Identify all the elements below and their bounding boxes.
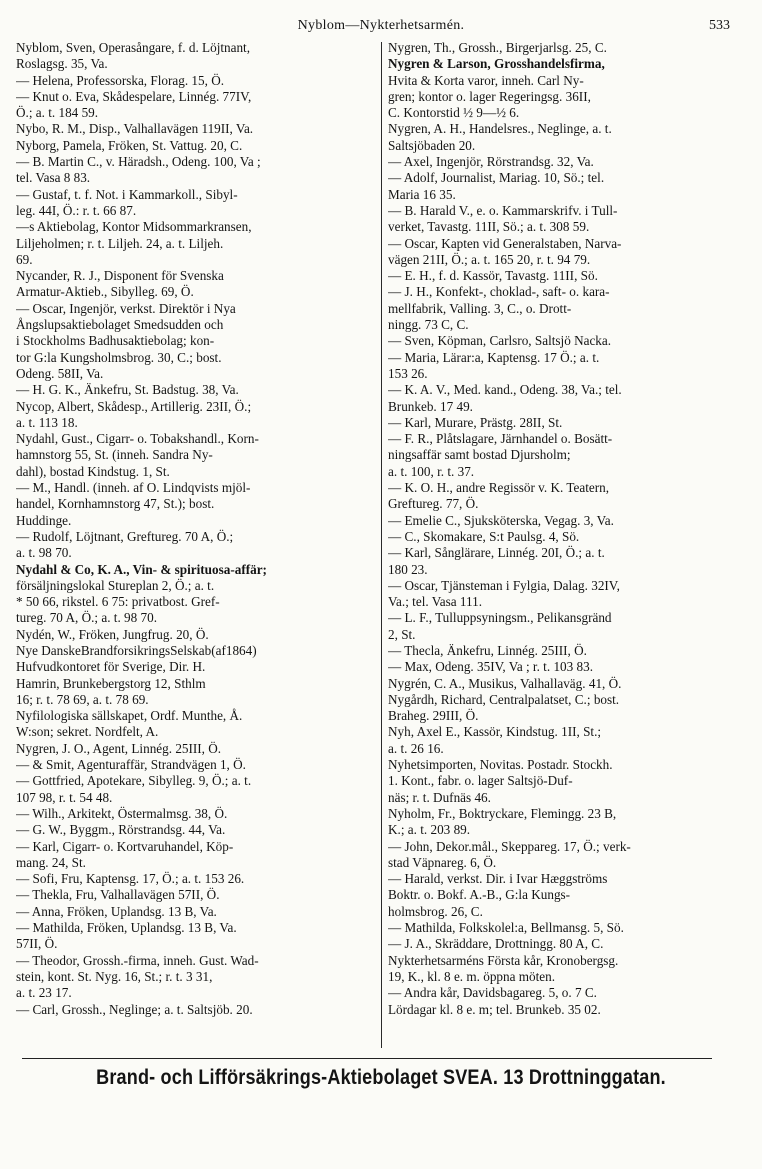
- directory-entry-line: Nyborg, Pamela, Fröken, St. Vattug. 20, C.: [16, 137, 243, 153]
- directory-entry-line: Va.; tel. Vasa 111.: [388, 594, 483, 610]
- directory-entry-line: Odeng. 58II, Va.: [16, 365, 104, 381]
- directory-entry-line: — Oscar, Ingenjör, verkst. Direktör i Nya: [16, 300, 236, 316]
- directory-entry-line: — L. F., Tulluppsyningsm., Pelikansgränd: [388, 610, 612, 626]
- directory-entry-line: 1. Kont., fabr. o. lager Saltsjö-Duf-: [388, 773, 573, 789]
- directory-entry-line: — Karl, Sånglärare, Linnég. 20I, Ö.; a. t.: [388, 545, 605, 561]
- directory-entry-line: Nygren, J. O., Agent, Linnég. 25III, Ö.: [16, 740, 222, 756]
- directory-entry-line: — K. A. V., Med. kand., Odeng. 38, Va.; tel.: [388, 382, 622, 398]
- directory-entry-line: Nydahl, Gust., Cigarr- o. Tobakshandl., Korn-: [16, 431, 259, 447]
- directory-entry-line: — J. H., Konfekt-, choklad-, saft- o. kara-: [388, 284, 610, 300]
- directory-entry-line: — John, Dekor.mål., Skeppareg. 17, Ö.; verk-: [388, 838, 631, 854]
- directory-entry-line: 69.: [16, 251, 33, 267]
- directory-entry-line: — K. O. H., andre Regissör v. K. Teatern,: [388, 480, 610, 496]
- directory-entry-line: K.; a. t. 203 89.: [388, 822, 471, 838]
- directory-entry-line: mang. 24, St.: [16, 854, 86, 870]
- directory-columns: [16, 40, 746, 1052]
- directory-entry-line: Nycander, R. J., Disponent för Svenska: [16, 268, 224, 284]
- directory-entry-line: Roslagsg. 35, Va.: [16, 56, 108, 72]
- right-column: [388, 40, 746, 1052]
- directory-entry-line: 180 23.: [388, 561, 428, 577]
- directory-entry-line: Maria 16 35.: [388, 186, 456, 202]
- directory-entry-line: Nygårdh, Richard, Centralpalatset, C.; bost.: [388, 691, 620, 707]
- directory-entry-line: — Andra kår, Davidsbagareg. 5, o. 7 C.: [388, 985, 597, 1001]
- directory-entry-line: Armatur-Aktieb., Sibylleg. 69, Ö.: [16, 284, 194, 300]
- directory-entry-line: — Carl, Grossh., Neglinge; a. t. Saltsjöb. 20.: [16, 1001, 253, 1017]
- directory-entry-line: — Karl, Murare, Prästg. 28II, St.: [388, 414, 563, 430]
- directory-entry-line: stad Väpnareg. 6, Ö.: [388, 854, 497, 870]
- directory-entry-line: Greftureg. 77, Ö.: [388, 496, 479, 512]
- page-number: 533: [709, 18, 730, 33]
- directory-entry-line: a. t. 26 16.: [388, 740, 444, 756]
- directory-entry-line: — Oscar, Kapten vid Generalstaben, Narva-: [388, 235, 622, 251]
- directory-entry-line: — G. W., Byggm., Rörstrandsg. 44, Va.: [16, 822, 226, 838]
- directory-entry-line: — Adolf, Journalist, Mariag. 10, Sö.; tel.: [388, 170, 605, 186]
- directory-entry-line: gren; kontor o. lager Regeringsg. 36II,: [388, 88, 591, 104]
- directory-entry-line: Nyholm, Fr., Boktryckare, Flemingg. 23 B,: [388, 805, 617, 821]
- directory-entry-line: tor G:la Kungsholmsbrog. 30, C.; bost.: [16, 349, 222, 365]
- directory-entry-line: — & Smit, Agenturaffär, Strandvägen 1, Ö.: [16, 757, 246, 773]
- directory-entry-line: Liljeholmen; r. t. Liljeh. 24, a. t. Liljeh.: [16, 235, 224, 251]
- directory-entry-line: Nybo, R. M., Disp., Valhallavägen 119II, Va.: [16, 121, 254, 137]
- directory-entry-line: i Stockholms Badhusaktiebolag; kon-: [16, 333, 215, 349]
- directory-entry-line: Nygrén, C. A., Musikus, Valhallaväg. 41, Ö.: [388, 675, 622, 691]
- directory-entry-line: — E. H., f. d. Kassör, Tavastg. 11II, Sö.: [388, 268, 598, 284]
- directory-entry-line: — Anna, Fröken, Uplandsg. 13 B, Va.: [16, 903, 217, 919]
- directory-entry-line: Brunkeb. 17 49.: [388, 398, 473, 414]
- directory-entry-line: Ångslupsaktiebolaget Smedsudden och: [16, 317, 224, 333]
- directory-entry-line: Nycop, Albert, Skådesp., Artillerig. 23II, Ö.;: [16, 398, 252, 414]
- directory-entry-line: mellfabrik, Valling. 3, C., o. Drott-: [388, 300, 572, 316]
- directory-entry-line: — Gustaf, t. f. Not. i Kammarkoll., Sibyl-: [16, 186, 238, 202]
- directory-entry-line: — Maria, Lärar:a, Kaptensg. 17 Ö.; a. t.: [388, 349, 600, 365]
- directory-entry-line: vägen 21II, Ö.; a. t. 165 20, r. t. 94 79.: [388, 251, 591, 267]
- directory-entry-line: — Helena, Professorska, Florag. 15, Ö.: [16, 72, 225, 88]
- directory-entry-line: ningg. 73 C, C.: [388, 317, 469, 333]
- directory-entry-line: Nyhetsimporten, Novitas. Postadr. Stockh.: [388, 757, 613, 773]
- directory-entry-line: verket, Tavastg. 11II, Sö.; a. t. 308 59.: [388, 219, 590, 235]
- directory-entry-line: Nygren & Larson, Grosshandelsfirma,: [388, 56, 605, 72]
- directory-entry-line: tel. Vasa 8 83.: [16, 170, 91, 186]
- left-column: [16, 40, 374, 1052]
- directory-entry-line: —s Aktiebolag, Kontor Midsommarkransen,: [16, 219, 252, 235]
- directory-entry-line: a. t. 23 17.: [16, 985, 72, 1001]
- directory-entry-line: 2, St.: [388, 626, 416, 642]
- footer-rule: [22, 1058, 712, 1059]
- directory-entry-line: — Sofi, Fru, Kaptensg. 17, Ö.; a. t. 153 26.: [16, 871, 245, 887]
- directory-entry-line: Saltsjöbaden 20.: [388, 137, 476, 153]
- directory-entry-line: 153 26.: [388, 365, 428, 381]
- running-title: Nyblom—Nykterhetsarmén.: [297, 18, 465, 33]
- directory-entry-line: handel, Kornhamnstorg 47, St.); bost.: [16, 496, 215, 512]
- directory-entry-line: 107 98, r. t. 54 48.: [16, 789, 113, 805]
- column-divider: [381, 42, 382, 1048]
- directory-entry-line: Nygren, Th., Grossh., Birgerjarlsg. 25, C.: [388, 40, 607, 55]
- directory-entry-line: Nygren, A. H., Handelsres., Neglinge, a. t.: [388, 121, 612, 137]
- directory-entry-line: — Rudolf, Löjtnant, Greftureg. 70 A, Ö.;: [16, 528, 234, 544]
- directory-entry-line: — Thecla, Änkefru, Linnég. 25III, Ö.: [388, 642, 587, 658]
- directory-entry-line: hamnstorg 55, St. (inneh. Sandra Ny-: [16, 447, 213, 463]
- directory-entry-line: Hamrin, Brunkebergstorg 12, Sthlm: [16, 675, 206, 691]
- directory-entry-line: — Sven, Köpman, Carlsro, Saltsjö Nacka.: [388, 333, 612, 349]
- directory-entry-line: — F. R., Plåtslagare, Järnhandel o. Bosätt-: [388, 431, 613, 447]
- directory-entry-line: 57II, Ö.: [16, 936, 58, 952]
- directory-entry-line: — Max, Odeng. 35IV, Va ; r. t. 103 83.: [388, 659, 594, 675]
- directory-entry-line: leg. 44I, Ö.: r. t. 66 87.: [16, 202, 137, 218]
- directory-entry-line: — Harald, verkst. Dir. i Ivar Hæggströms: [388, 871, 608, 887]
- directory-entry-line: dahl), bostad Kindstug. 1, St.: [16, 463, 170, 479]
- directory-entry-line: Huddinge.: [16, 512, 72, 528]
- directory-entry-line: Boktr. o. Bokf. A.-B., G:la Kungs-: [388, 887, 571, 903]
- directory-entry-line: stein, kont. St. Nyg. 16, St.; r. t. 3 31,: [16, 968, 213, 984]
- directory-entry-line: Nyh, Axel E., Kassör, Kindstug. 1II, St.;: [388, 724, 602, 740]
- directory-entry-line: — Emelie C., Sjuksköterska, Vegag. 3, Va.: [388, 512, 614, 528]
- directory-entry-line: — Knut o. Eva, Skådespelare, Linnég. 77IV,: [16, 88, 252, 104]
- directory-entry-line: — B. Martin C., v. Häradsh., Odeng. 100, Va ;: [16, 154, 261, 170]
- directory-entry-line: holmsbrog. 26, C.: [388, 903, 483, 919]
- directory-entry-line: Hvita & Korta varor, inneh. Carl Ny-: [388, 72, 584, 88]
- directory-entry-line: — C., Skomakare, S:t Paulsg. 4, Sö.: [388, 528, 580, 544]
- directory-entry-line: * 50 66, rikstel. 6 75: privatbost. Gref-: [16, 594, 220, 610]
- directory-entry-line: — Gottfried, Apotekare, Sibylleg. 9, Ö.; a. t.: [16, 773, 252, 789]
- directory-entry-line: tureg. 70 A, Ö.; a. t. 98 70.: [16, 610, 158, 626]
- directory-entry-line: — B. Harald V., e. o. Kammarskrifv. i Tull-: [388, 202, 618, 218]
- directory-entry-line: — Theodor, Grossh.-firma, inneh. Gust. Wad-: [16, 952, 259, 968]
- directory-entry-line: — Oscar, Tjänsteman i Fylgia, Dalag. 32IV,: [388, 577, 620, 593]
- directory-entry-line: — J. A., Skräddare, Drottningg. 80 A, C.: [388, 936, 604, 952]
- directory-entry-line: a. t. 113 18.: [16, 414, 78, 430]
- directory-entry-line: 19, K., kl. 8 e. m. öppna möten.: [388, 968, 556, 984]
- directory-entry-line: — Karl, Cigarr- o. Kortvaruhandel, Köp-: [16, 838, 234, 854]
- directory-entry-line: Nyfilologiska sällskapet, Ordf. Munthe, Å.: [16, 708, 243, 724]
- advertisement-banner: Brand- och Lifförsäkrings-Aktiebolaget SVEA. 13 Drottninggatan.: [96, 1066, 666, 1089]
- directory-entry-line: näs; r. t. Dufnäs 46.: [388, 789, 491, 805]
- directory-entry-line: Ö.; a. t. 184 59.: [16, 105, 99, 121]
- directory-entry-line: — Mathilda, Fröken, Uplandsg. 13 B, Va.: [16, 920, 237, 936]
- directory-entry-line: försäljningslokal Stureplan 2, Ö.; a. t.: [16, 577, 215, 593]
- directory-entry-line: Nydahl & Co, K. A., Vin- & spirituosa-affär;: [16, 561, 267, 577]
- directory-entry-line: — Thekla, Fru, Valhallavägen 57II, Ö.: [16, 887, 220, 903]
- directory-entry-line: a. t. 100, r. t. 37.: [388, 463, 475, 479]
- directory-entry-line: Nydén, W., Fröken, Jungfrug. 20, Ö.: [16, 626, 209, 642]
- directory-entry-line: ningsaffär samt bostad Djursholm;: [388, 447, 571, 463]
- directory-entry-line: — H. G. K., Änkefru, St. Badstug. 38, Va.: [16, 382, 239, 398]
- directory-entry-line: Nykterhetsarméns Första kår, Kronobergsg.: [388, 952, 619, 968]
- directory-entry-line: — M., Handl. (inneh. af O. Lindqvists mjöl-: [16, 480, 251, 496]
- directory-entry-line: Hufvudkontoret för Sverige, Dir. H.: [16, 659, 206, 675]
- directory-entry-line: — Mathilda, Folkskolel:a, Bellmansg. 5, Sö.: [388, 920, 624, 936]
- directory-entry-line: 16; r. t. 78 69, a. t. 78 69.: [16, 691, 149, 707]
- directory-entry-line: Nye DanskeBrandforsikringsSelskab(af1864): [16, 642, 257, 658]
- running-head: [0, 18, 762, 38]
- directory-entry-line: a. t. 98 70.: [16, 545, 72, 561]
- directory-entry-line: W:son; sekret. Nordfelt, A.: [16, 724, 159, 740]
- directory-entry-line: Braheg. 29III, Ö.: [388, 708, 479, 724]
- directory-entry-line: Nyblom, Sven, Operasångare, f. d. Löjtnant,: [16, 40, 251, 55]
- directory-entry-line: — Wilh., Arkitekt, Östermalmsg. 38, Ö.: [16, 805, 228, 821]
- directory-entry-line: — Axel, Ingenjör, Rörstrandsg. 32, Va.: [388, 154, 594, 170]
- directory-entry-line: Lördagar kl. 8 e. m; tel. Brunkeb. 35 02.: [388, 1001, 601, 1017]
- directory-entry-line: C. Kontorstid ½ 9—½ 6.: [388, 105, 520, 121]
